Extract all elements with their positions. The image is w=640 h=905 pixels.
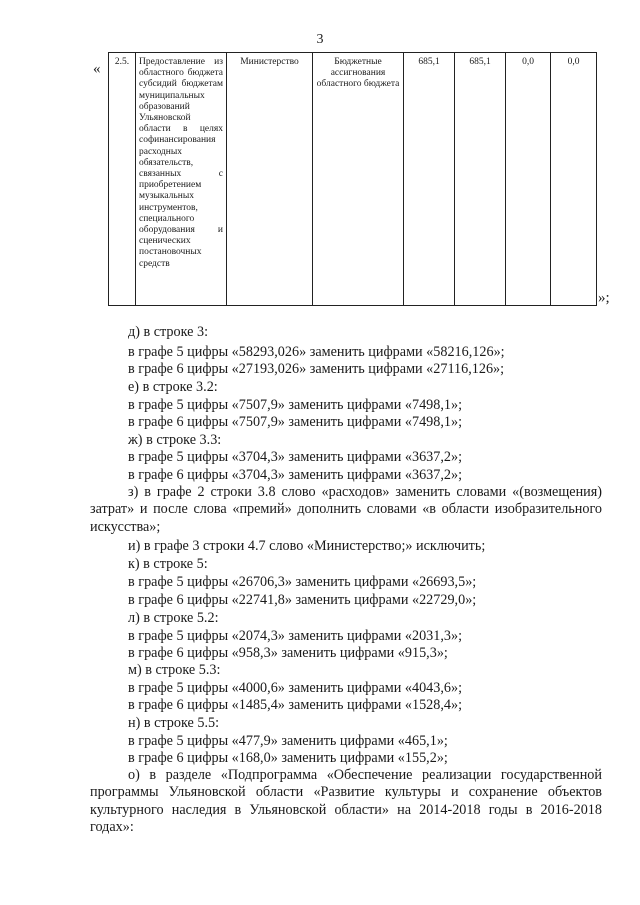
amendment-line: в графе 6 цифры «22741,8» заменить цифрами «22729,0»; — [128, 592, 477, 608]
amendment-line: в графе 5 цифры «2074,3» заменить цифрами «2031,3»; — [128, 628, 463, 644]
amendment-item-e: е) в строке 3.2: — [128, 379, 218, 395]
amendment-line: в графе 5 цифры «477,9» заменить цифрами «465,1»; — [128, 733, 448, 749]
row-value-cell: 685,1 — [404, 53, 455, 306]
amendment-line: в графе 5 цифры «4000,6» заменить цифрами «4043,6»; — [128, 680, 463, 696]
amendment-line: в графе 6 цифры «7507,9» заменить цифрами «7498,1»; — [128, 414, 463, 430]
row-source-cell: Бюджетные ассигнования областного бюджета — [313, 53, 404, 306]
amendment-line: в графе 5 цифры «7507,9» заменить цифрами «7498,1»; — [128, 397, 463, 413]
amendment-item-m: м) в строке 5.3: — [128, 662, 221, 678]
amendment-line: в графе 5 цифры «3704,3» заменить цифрами «3637,2»; — [128, 449, 463, 465]
row-number-cell: 2.5. — [109, 53, 136, 306]
amendment-line: в графе 6 цифры «3704,3» заменить цифрами «3637,2»; — [128, 467, 463, 483]
table-row — [109, 53, 597, 306]
page-number: 3 — [316, 32, 324, 47]
amendment-line: в графе 5 цифры «26706,3» заменить цифрами «26693,5»; — [128, 574, 477, 590]
row-value-cell: 0,0 — [551, 53, 597, 306]
row-value-cell: 685,1 — [455, 53, 506, 306]
amendment-line: в графе 6 цифры «27193,026» заменить цифрами «27116,126»; — [128, 361, 505, 377]
amendment-line: в графе 6 цифры «168,0» заменить цифрами «155,2»; — [128, 750, 448, 766]
amendment-item-l: л) в строке 5.2: — [128, 610, 219, 626]
amendment-item-zh: ж) в строке 3.3: — [128, 432, 222, 448]
amendment-item-n: н) в строке 5.5: — [128, 715, 220, 731]
amendment-line: в графе 5 цифры «58293,026» заменить цифрами «58216,126»; — [128, 344, 505, 360]
row-value-cell: 0,0 — [506, 53, 551, 306]
amendment-line: в графе 6 цифры «1485,4» заменить цифрами «1528,4»; — [128, 697, 463, 713]
amendment-item-d: д) в строке 3: — [128, 324, 209, 340]
row-description-cell: Предоставление из областного бюджета субсидий бюджетам муниципальных образований Ульяновской области в целях софинансирования расходных обязательств, связанных с приобретением музыкальных инструментов, специального оборудования и сценических постановочных средств — [136, 53, 227, 306]
amendment-item-o-text: о) в разделе «Подпрограмма «Обеспечение реализации государственной программы Ульяновской области «Развитие культуры и сохранение объектов культурного наследия в Ульяновской области» на 2014-2018 годы в 2016-2018 годах»: — [90, 767, 602, 835]
amendment-table — [108, 52, 597, 306]
amendment-item-k: к) в строке 5: — [128, 556, 208, 572]
table-close-quote: »; — [598, 290, 610, 306]
amendment-item-z — [90, 484, 602, 536]
amendment-item-o — [90, 767, 602, 836]
row-responsible-cell: Министерство — [227, 53, 313, 306]
amendment-item-z-text: з) в графе 2 строки 3.8 слово «расходов» заменить словами «(возмещения) затрат» и после слова «премий» дополнить словами «в области изобразительного искусства»; — [90, 484, 602, 535]
amendment-item-i: и) в графе 3 строки 4.7 слово «Министерство;» исключить; — [128, 538, 486, 554]
amendment-line: в графе 6 цифры «958,3» заменить цифрами «915,3»; — [128, 645, 448, 661]
table-open-quote: « — [93, 61, 101, 77]
